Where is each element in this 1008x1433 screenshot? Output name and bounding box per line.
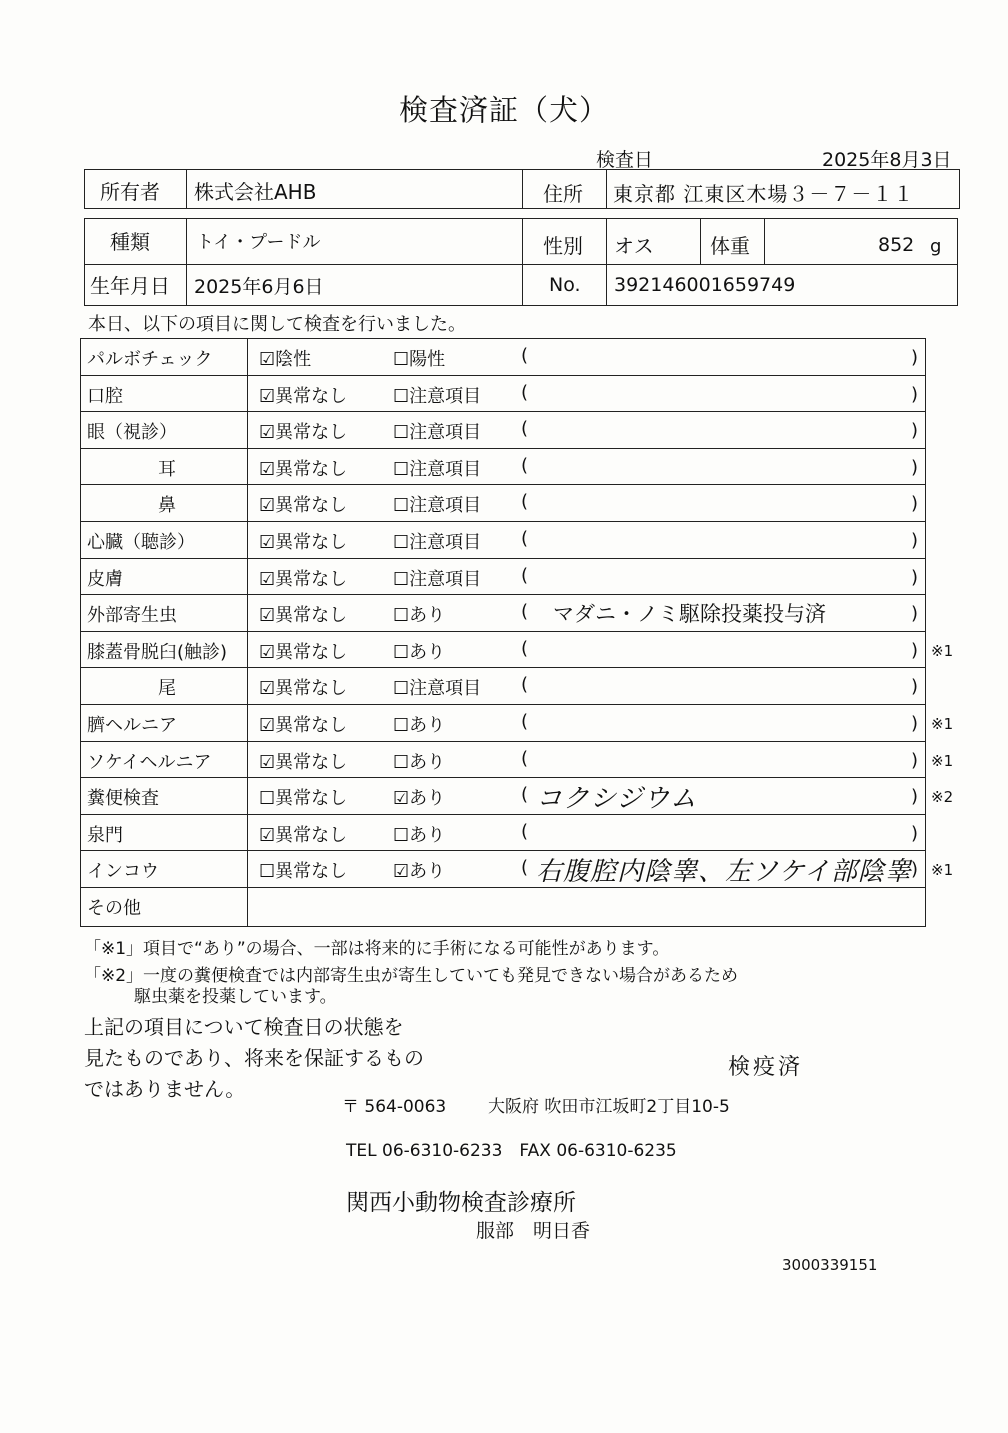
footnote-2: 「※2」一度の糞便検査では内部寄生虫が寄生していても発見できない場合があるため <box>84 966 739 986</box>
note-open-paren: ( <box>521 528 529 549</box>
option-normal[interactable] <box>259 638 347 664</box>
option-abnormal[interactable] <box>393 784 445 810</box>
option-normal[interactable] <box>259 345 311 371</box>
option-abnormal-label: 陽性 <box>409 349 446 370</box>
option-normal[interactable] <box>259 748 347 774</box>
note-close-paren: ) <box>911 420 919 442</box>
sex-label: 性別 <box>543 234 583 258</box>
option-normal[interactable] <box>259 455 347 481</box>
inspection-row <box>80 814 926 851</box>
inspection-date-label: 検査日 <box>596 149 654 171</box>
number-value: 392146001659749 <box>614 274 796 296</box>
inspection-row <box>80 887 926 927</box>
checkbox-icon[interactable]: ☐ <box>259 861 276 883</box>
option-abnormal-label: 注意項目 <box>409 568 482 590</box>
inspection-note: マダニ・ノミ駆除投薬投与済 <box>553 602 826 627</box>
option-normal[interactable] <box>259 565 347 591</box>
checkbox-icon[interactable]: ☐ <box>393 495 410 517</box>
option-abnormal-label: あり <box>409 751 446 773</box>
inspection-date-value: 2025年8月3日 <box>822 149 952 171</box>
inspection-item-label: インコウ <box>87 861 159 883</box>
option-abnormal[interactable] <box>393 418 481 444</box>
inspection-row <box>80 484 926 521</box>
inspection-row <box>80 667 926 704</box>
inspection-row <box>80 558 926 595</box>
inspection-row <box>80 375 926 412</box>
breed-value: トイ・プードル <box>196 232 321 253</box>
option-abnormal-label: あり <box>409 715 446 736</box>
checkbox-icon[interactable]: ☐ <box>393 824 410 846</box>
inspection-row <box>80 704 954 741</box>
note-open-paren: ( <box>521 637 529 659</box>
disclaimer-line: ではありません。 <box>84 1077 246 1101</box>
note-open-paren: ( <box>521 820 529 842</box>
weight-unit: g <box>930 236 942 257</box>
option-normal[interactable] <box>259 601 347 627</box>
note-close-paren: ) <box>911 786 919 808</box>
inspection-item-label: その他 <box>87 898 141 919</box>
option-abnormal-label: 注意項目 <box>409 678 482 700</box>
owner-label: 所有者 <box>100 180 160 204</box>
option-normal[interactable] <box>259 857 347 883</box>
option-abnormal-label: あり <box>409 605 446 627</box>
option-normal-label: 異常なし <box>275 458 348 480</box>
option-normal-label: 異常なし <box>275 861 348 883</box>
option-normal[interactable] <box>259 711 347 737</box>
inspection-row <box>80 411 926 448</box>
option-normal-label: 異常なし <box>275 422 348 444</box>
inspection-note: コクシジウム <box>536 784 698 815</box>
inspection-row <box>80 850 954 888</box>
option-abnormal-label: あり <box>409 861 446 883</box>
option-normal-label: 異常なし <box>275 715 348 736</box>
checked-box-icon[interactable]: ☑ <box>259 458 276 480</box>
disclaimer-line: 上記の項目について検査日の状態を <box>84 1015 404 1039</box>
weight-value: 852 <box>878 234 915 256</box>
checked-box-icon[interactable]: ☑ <box>259 678 276 700</box>
breed-label: 種類 <box>110 230 150 254</box>
footnote-mark: ※1 <box>931 641 954 660</box>
option-normal[interactable] <box>259 674 347 700</box>
checkbox-icon[interactable]: ☐ <box>393 422 410 444</box>
option-abnormal[interactable] <box>393 857 445 883</box>
clinic-name: 関西小動物検査診療所 <box>346 1190 576 1216</box>
option-abnormal[interactable] <box>393 674 481 700</box>
checked-box-icon[interactable]: ☑ <box>259 532 276 553</box>
checked-box-icon[interactable]: ☑ <box>259 495 276 517</box>
doctor-name: 服部 明日香 <box>476 1220 591 1242</box>
note-close-paren: ) <box>911 676 919 698</box>
option-normal-label: 異常なし <box>275 532 348 553</box>
checkbox-icon[interactable]: ☐ <box>393 568 410 590</box>
option-normal[interactable] <box>259 821 347 847</box>
inspection-row <box>80 448 926 485</box>
note-open-paren: ( <box>521 418 529 440</box>
footnote-1: 「※1」項目で“あり”の場合、一部は将来的に手術になる可能性があります。 <box>84 939 670 959</box>
note-close-paren: ) <box>911 383 919 405</box>
note-open-paren: ( <box>521 674 529 696</box>
option-normal-label: 陰性 <box>275 349 312 370</box>
note-open-paren: ( <box>521 711 529 732</box>
inspection-item-label: 口腔 <box>87 385 123 407</box>
checkbox-icon[interactable]: ☐ <box>393 715 410 736</box>
option-normal-label: 異常なし <box>275 568 348 590</box>
inspection-item-label: 外部寄生虫 <box>87 605 177 627</box>
checkbox-icon[interactable]: ☐ <box>393 349 410 370</box>
note-close-paren: ) <box>911 347 919 368</box>
option-normal[interactable] <box>259 491 347 517</box>
option-abnormal[interactable] <box>393 491 481 517</box>
inspection-item-label: 糞便検査 <box>87 788 159 810</box>
inspection-item-label: 尾 <box>158 678 176 700</box>
note-open-paren: ( <box>521 564 529 586</box>
checked-box-icon[interactable]: ☑ <box>259 568 276 590</box>
owner-value: 株式会社AHB <box>194 180 317 204</box>
inspection-item-label: 心臓（聴診） <box>87 532 195 553</box>
option-abnormal-label: あり <box>409 788 446 810</box>
clinic-address: 大阪府 吹田市江坂町2丁目10-5 <box>488 1097 730 1117</box>
option-abnormal[interactable] <box>393 382 481 408</box>
disclaimer-line: 見たものであり、将来を保証するもの <box>84 1046 424 1070</box>
inspection-item-label: 臍ヘルニア <box>87 715 177 736</box>
intro-text: 本日、以下の項目に関して検査を行いました。 <box>88 314 466 335</box>
option-abnormal[interactable] <box>393 711 445 737</box>
checked-box-icon[interactable]: ☑ <box>259 422 276 444</box>
option-normal[interactable] <box>259 784 347 810</box>
option-normal[interactable] <box>259 382 347 408</box>
note-open-paren: ( <box>521 381 529 403</box>
option-abnormal[interactable] <box>393 528 481 554</box>
checked-box-icon[interactable]: ☑ <box>259 715 276 736</box>
checked-box-icon[interactable]: ☑ <box>393 788 410 810</box>
checkbox-icon[interactable]: ☐ <box>393 605 410 627</box>
option-abnormal-label: 注意項目 <box>409 495 482 517</box>
sex-value: オス <box>614 234 654 258</box>
inspection-item-label: 鼻 <box>158 495 176 517</box>
footnote-2-cont: 駆虫薬を投薬しています。 <box>134 987 337 1007</box>
option-abnormal-label: 注意項目 <box>409 385 482 407</box>
checkbox-icon[interactable]: ☐ <box>393 641 410 663</box>
inspection-item-label: 膝蓋骨脱臼(触診) <box>87 641 228 663</box>
checkbox-icon[interactable]: ☐ <box>393 678 410 700</box>
checked-box-icon[interactable]: ☑ <box>259 751 276 773</box>
address-value: 東京都 江東区木場３－７－１１ <box>613 182 915 206</box>
inspection-item-label: 泉門 <box>87 824 123 846</box>
footnote-mark: ※1 <box>931 715 954 733</box>
checkbox-icon[interactable]: ☐ <box>393 385 410 407</box>
option-abnormal-label: 注意項目 <box>409 532 482 553</box>
address-label: 住所 <box>543 182 583 206</box>
footnote-mark: ※2 <box>931 788 954 807</box>
option-abnormal[interactable] <box>393 821 445 847</box>
note-close-paren: ) <box>911 530 919 551</box>
inspection-row <box>80 777 954 815</box>
option-abnormal[interactable] <box>393 638 445 664</box>
checked-box-icon[interactable]: ☑ <box>259 641 276 663</box>
note-open-paren: ( <box>521 601 529 623</box>
note-close-paren: ) <box>911 713 919 734</box>
option-normal-label: 異常なし <box>275 641 348 663</box>
checked-box-icon[interactable]: ☑ <box>393 861 410 883</box>
note-close-paren: ) <box>911 493 919 515</box>
option-abnormal-label: あり <box>409 641 446 663</box>
checkbox-icon[interactable]: ☐ <box>393 458 410 480</box>
checkbox-icon[interactable]: ☐ <box>393 532 410 553</box>
inspection-row <box>80 594 926 631</box>
checked-box-icon[interactable]: ☑ <box>259 605 276 627</box>
clinic-tel-fax: TEL 06-6310-6233 FAX 06-6310-6235 <box>346 1141 677 1161</box>
document-number: 3000339151 <box>782 1256 878 1274</box>
option-normal-label: 異常なし <box>275 385 348 407</box>
checked-box-icon[interactable]: ☑ <box>259 385 276 407</box>
birth-label: 生年月日 <box>90 274 170 298</box>
weight-label: 体重 <box>710 234 750 258</box>
option-normal[interactable] <box>259 528 347 554</box>
option-normal-label: 異常なし <box>275 751 348 773</box>
option-abnormal-label: あり <box>409 824 446 846</box>
postal-code: 〒 564-0063 <box>342 1097 447 1117</box>
checkbox-icon[interactable]: ☐ <box>393 751 410 773</box>
option-abnormal[interactable] <box>393 748 445 774</box>
inspection-item-label: パルボチェック <box>87 349 213 370</box>
option-abnormal-label: 注意項目 <box>409 422 482 444</box>
option-abnormal-label: 注意項目 <box>409 458 482 480</box>
note-open-paren: ( <box>521 857 529 879</box>
option-normal-label: 異常なし <box>275 678 348 700</box>
inspection-note: 右腹腔内陰睾、左ソケイ部陰睾 <box>536 857 912 888</box>
note-open-paren: ( <box>521 491 529 513</box>
note-close-paren: ) <box>911 639 919 661</box>
option-abnormal[interactable] <box>393 565 481 591</box>
birth-value: 2025年6月6日 <box>194 276 324 298</box>
option-normal-label: 異常なし <box>275 495 348 517</box>
checked-box-icon[interactable]: ☑ <box>259 349 276 370</box>
note-close-paren: ) <box>911 749 919 771</box>
footnote-mark: ※1 <box>931 861 954 880</box>
option-normal-label: 異常なし <box>275 605 348 627</box>
note-open-paren: ( <box>521 784 529 806</box>
inspection-row <box>80 741 954 778</box>
note-close-paren: ) <box>911 566 919 588</box>
note-open-paren: ( <box>521 747 529 769</box>
option-normal[interactable] <box>259 418 347 444</box>
inspection-item-label: 耳 <box>158 458 176 480</box>
option-abnormal[interactable] <box>393 601 445 627</box>
note-open-paren: ( <box>521 454 529 476</box>
number-label: No. <box>549 274 581 296</box>
inspection-item-label: ソケイヘルニア <box>87 751 212 773</box>
note-open-paren: ( <box>521 345 529 366</box>
option-abnormal[interactable] <box>393 345 445 371</box>
note-close-paren: ) <box>911 456 919 478</box>
note-close-paren: ) <box>911 822 919 844</box>
quarantine-stamp: 検疫済 <box>728 1055 804 1080</box>
footnote-mark: ※1 <box>931 751 954 770</box>
page-title: 検査済証（犬） <box>398 93 609 127</box>
inspection-item-label: 眼（視診） <box>87 422 177 444</box>
inspection-row <box>80 631 954 668</box>
checkbox-icon[interactable]: ☐ <box>259 788 276 810</box>
note-close-paren: ) <box>911 859 919 881</box>
option-normal-label: 異常なし <box>275 824 348 846</box>
option-normal-label: 異常なし <box>275 788 348 810</box>
checked-box-icon[interactable]: ☑ <box>259 824 276 846</box>
inspection-item-label: 皮膚 <box>87 568 123 590</box>
note-close-paren: ) <box>911 603 919 625</box>
inspection-row <box>80 521 926 558</box>
option-abnormal[interactable] <box>393 455 481 481</box>
inspection-row <box>80 338 926 375</box>
